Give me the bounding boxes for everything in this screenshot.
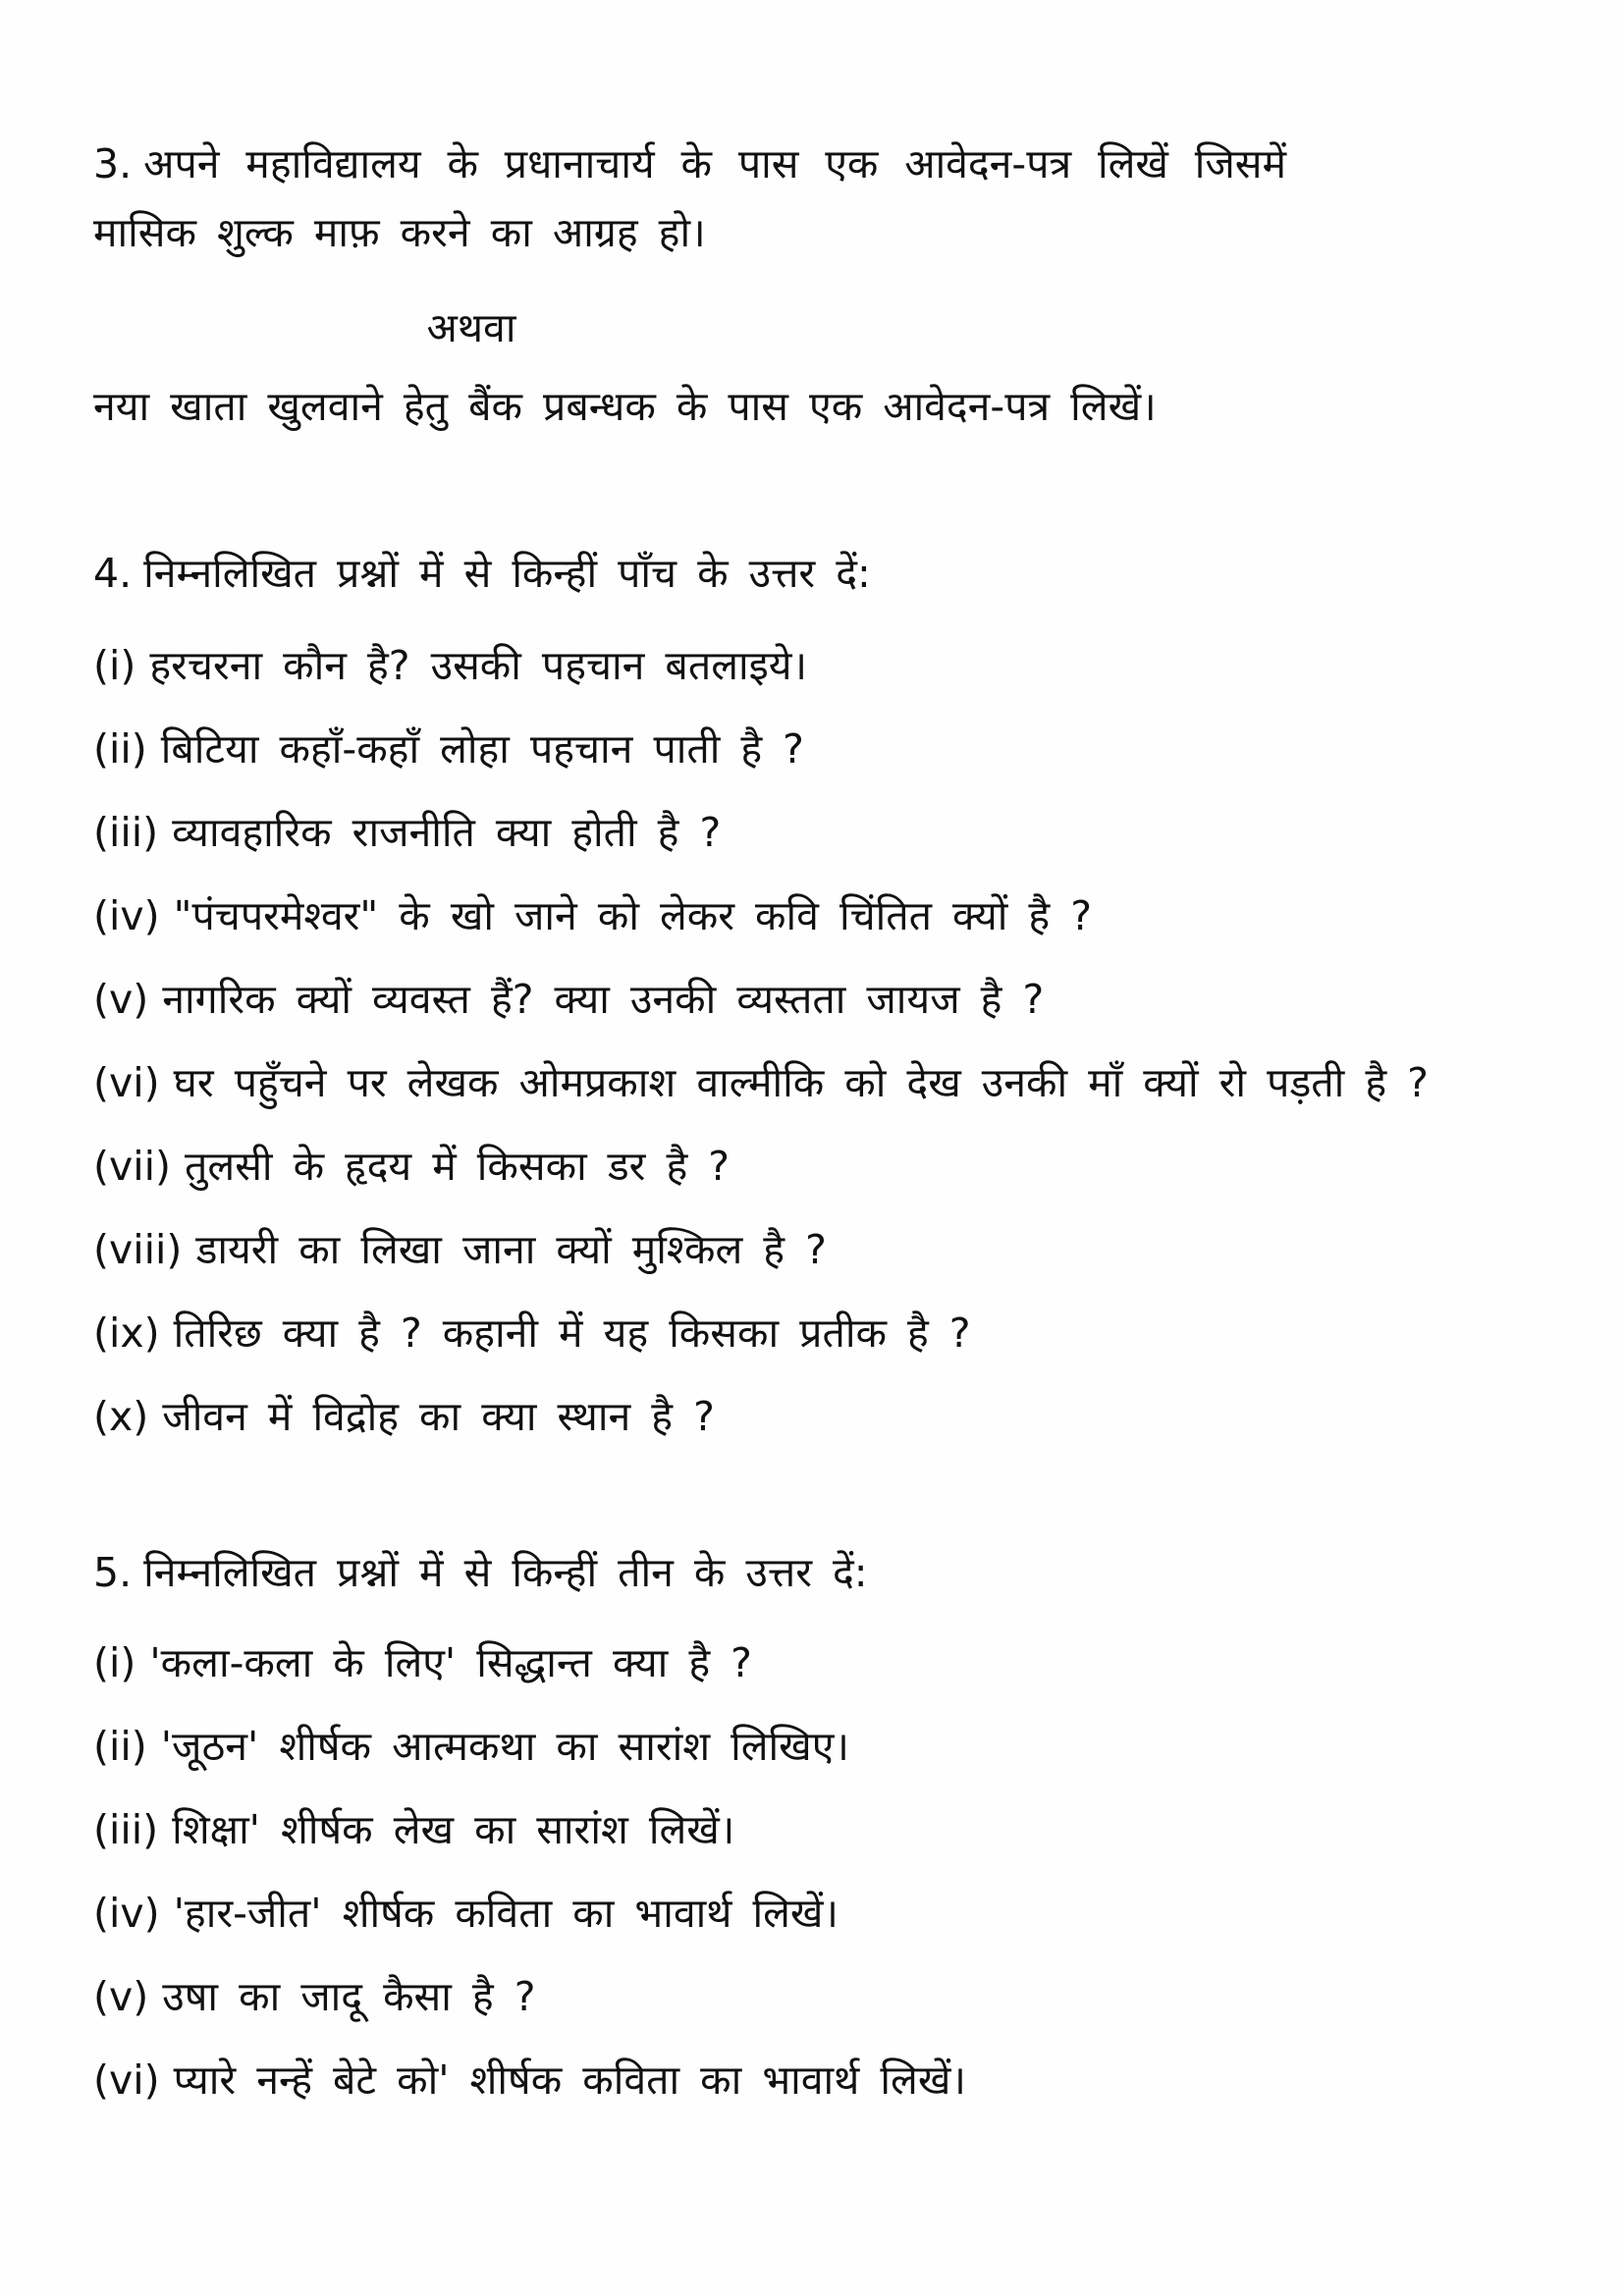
or-separator: अथवा: [426, 304, 516, 351]
list-item: [93, 721, 1491, 776]
item-label: (viii): [93, 1226, 183, 1273]
list-item: [93, 888, 1491, 943]
item-label: (i): [93, 642, 136, 689]
item-label: (ix): [93, 1309, 160, 1357]
list-item: [93, 1222, 1491, 1277]
question-5-items: [93, 1635, 1491, 2108]
question-3-paragraph: [93, 130, 1286, 267]
item-text: डायरी का लिखा जाना क्यों मुश्किल है ?: [195, 1226, 827, 1273]
question-3-number: 3.: [93, 140, 133, 187]
question-5-heading: निम्नलिखित प्रश्नों में से किन्हीं तीन के उत्तर दें:: [143, 1549, 868, 1596]
item-text: तिरिछ क्या है ? कहानी में यह किसका प्रतीक है ?: [173, 1309, 971, 1357]
item-text: घर पहुँचने पर लेखक ओमप्रकाश वाल्मीकि को देख उनकी माँ क्यों रो पड़ती है ?: [173, 1059, 1429, 1106]
item-text: व्यावहारिक राजनीति क्या होती है ?: [172, 809, 722, 856]
list-item: [93, 972, 1491, 1027]
list-item: [93, 1719, 1491, 1774]
item-label: (v): [93, 976, 149, 1023]
item-text: 'कला-कला के लिए' सिद्धान्त क्या है ?: [149, 1639, 752, 1686]
question-5-number: 5.: [93, 1549, 133, 1596]
item-label: (vii): [93, 1143, 172, 1190]
list-item: [93, 1886, 1491, 1941]
item-text: प्यारे नन्हें बेटे को' शीर्षक कविता का भावार्थ लिखें।: [173, 2056, 966, 2104]
question-4-number: 4.: [93, 550, 133, 597]
list-item: [93, 2053, 1491, 2108]
item-text: "पंचपरमेश्वर" के खो जाने को लेकर कवि चिंतित क्यों है ?: [173, 892, 1092, 939]
list-item: [93, 1306, 1491, 1361]
list-item: [93, 1969, 1491, 2024]
item-label: (ii): [93, 1723, 147, 1770]
list-item: [93, 805, 1491, 860]
question-5-heading-row: [93, 1547, 1491, 1598]
question-5: [93, 1547, 1491, 2108]
item-label: (v): [93, 1973, 149, 2020]
item-text: जीवन में विद्रोह का क्या स्थान है ?: [162, 1393, 715, 1440]
question-4-heading: निम्नलिखित प्रश्नों में से किन्हीं पाँच के उत्तर दें:: [143, 550, 871, 597]
question-3-text: अपने महाविद्यालय के प्रधानाचार्य के पास एक आवेदन-पत्र लिखें जिसमें मासिक शुल्क माफ़ करने का आग्रह हो।: [93, 140, 1286, 256]
question-3-alternative: नया खाता खुलवाने हेतु बैंक प्रबन्धक के पास एक आवेदन-पत्र लिखें।: [93, 383, 1157, 430]
item-label: (iii): [93, 809, 159, 856]
item-text: बिटिया कहाँ-कहाँ लोहा पहचान पाती है ?: [160, 725, 804, 773]
question-3: [93, 130, 1491, 432]
list-item: [93, 1802, 1491, 1857]
list-item: [93, 1389, 1491, 1444]
list-item: [93, 1055, 1491, 1110]
item-text: हरचरना कौन है? उसकी पहचान बतलाइये।: [149, 642, 808, 689]
item-text: नागरिक क्यों व्यवस्त हैं? क्या उनकी व्यस्तता जायज है ?: [162, 976, 1045, 1023]
question-4: [93, 548, 1491, 1444]
item-text: उषा का जादू कैसा है ?: [162, 1973, 536, 2020]
list-item: [93, 638, 1491, 693]
list-item: [93, 1635, 1491, 1690]
item-label: (iv): [93, 1890, 160, 1937]
item-text: 'जूठन' शीर्षक आत्मकथा का सारांश लिखिए।: [160, 1723, 849, 1770]
item-label: (iv): [93, 892, 160, 939]
item-label: (vi): [93, 1059, 160, 1106]
exam-document: [93, 130, 1491, 2108]
item-label: (i): [93, 1639, 136, 1686]
question-4-items: [93, 638, 1491, 1444]
item-label: (ii): [93, 725, 147, 773]
item-text: शिक्षा' शीर्षक लेख का सारांश लिखें।: [172, 1806, 735, 1853]
item-label: (x): [93, 1393, 149, 1440]
item-label: (iii): [93, 1806, 159, 1853]
item-text: 'हार-जीत' शीर्षक कविता का भावार्थ लिखें।: [173, 1890, 839, 1937]
item-label: (vi): [93, 2056, 160, 2104]
question-4-heading-row: [93, 548, 1491, 599]
list-item: [93, 1139, 1491, 1194]
item-text: तुलसी के हृदय में किसका डर है ?: [185, 1143, 731, 1190]
